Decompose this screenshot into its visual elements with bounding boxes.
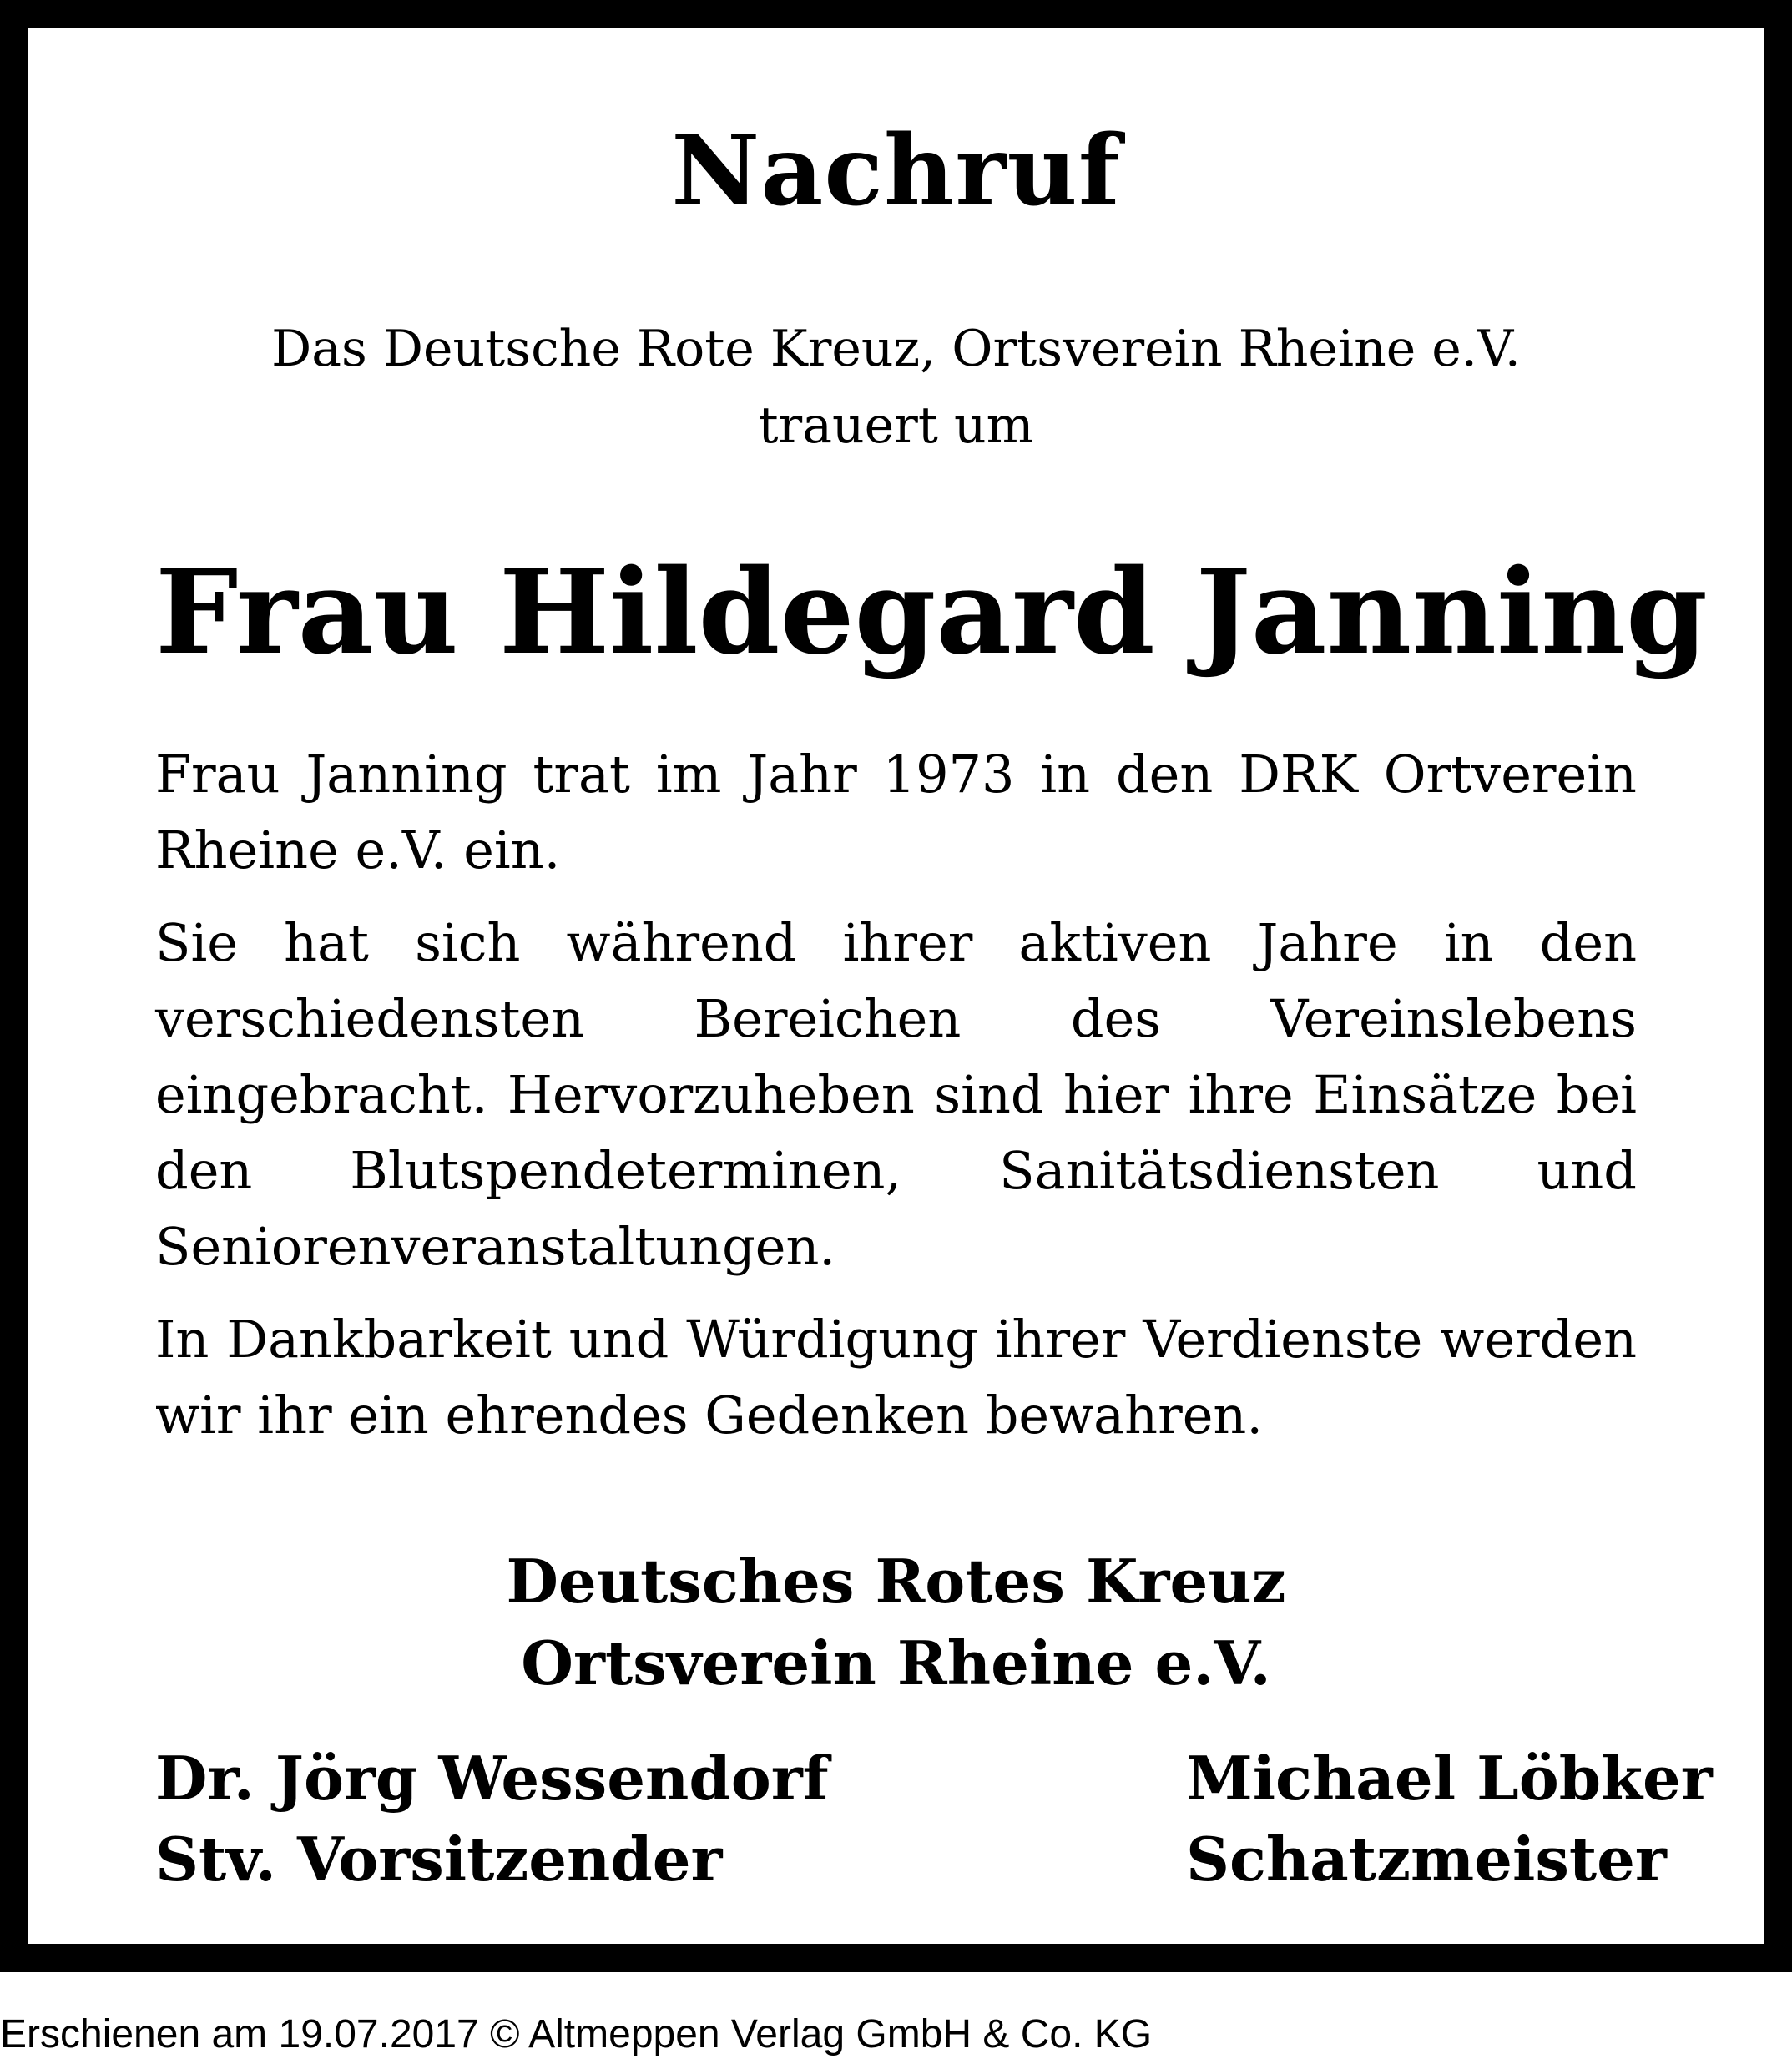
organization-name: Deutsches Rotes Kreuz xyxy=(506,1546,1286,1617)
paragraph-engagement: Sie hat sich während ihrer aktiven Jahre in den verschiedensten Bereichen des Vereinslebens eingebracht. Hervorzuheben sind hier ihre Einsätze bei den Blutspendeterminen, Sanitätsdiensten und Seniorenveranstaltungen. xyxy=(155,912,1637,1277)
intro-line-1: Das Deutsche Rote Kreuz, Ortsverein Rheine e.V. xyxy=(271,320,1521,378)
deceased-name: Frau Hildegard Janning xyxy=(155,544,1708,681)
organization-signature xyxy=(155,1541,1637,1704)
signer-right xyxy=(1186,1738,1713,1900)
notice-content xyxy=(155,28,1713,1944)
paragraph-membership: Frau Janning trat im Jahr 1973 in den DRK Ortverein Rheine e.V. ein. xyxy=(155,744,1637,881)
notice-intro xyxy=(155,310,1637,464)
intro-line-2: trauert um xyxy=(758,396,1034,455)
signer-left xyxy=(155,1738,829,1900)
signer-role: Schatzmeister xyxy=(1186,1824,1667,1895)
publication-footer: Erschienen am 19.07.2017 © Altmeppen Verlag GmbH & Co. KG xyxy=(0,2012,1153,2056)
paragraph-gratitude: In Dankbarkeit und Würdigung ihrer Verdienste werden wir ihr ein ehrendes Gedenken bewahren. xyxy=(155,1309,1637,1446)
signer-name: Michael Löbker xyxy=(1186,1743,1713,1814)
notice-heading: Nachruf xyxy=(671,114,1121,228)
notice-body xyxy=(155,736,1637,1470)
signer-name: Dr. Jörg Wessendorf xyxy=(155,1743,829,1814)
organization-branch: Ortsverein Rheine e.V. xyxy=(521,1627,1271,1698)
signer-role: Stv. Vorsitzender xyxy=(155,1824,723,1895)
